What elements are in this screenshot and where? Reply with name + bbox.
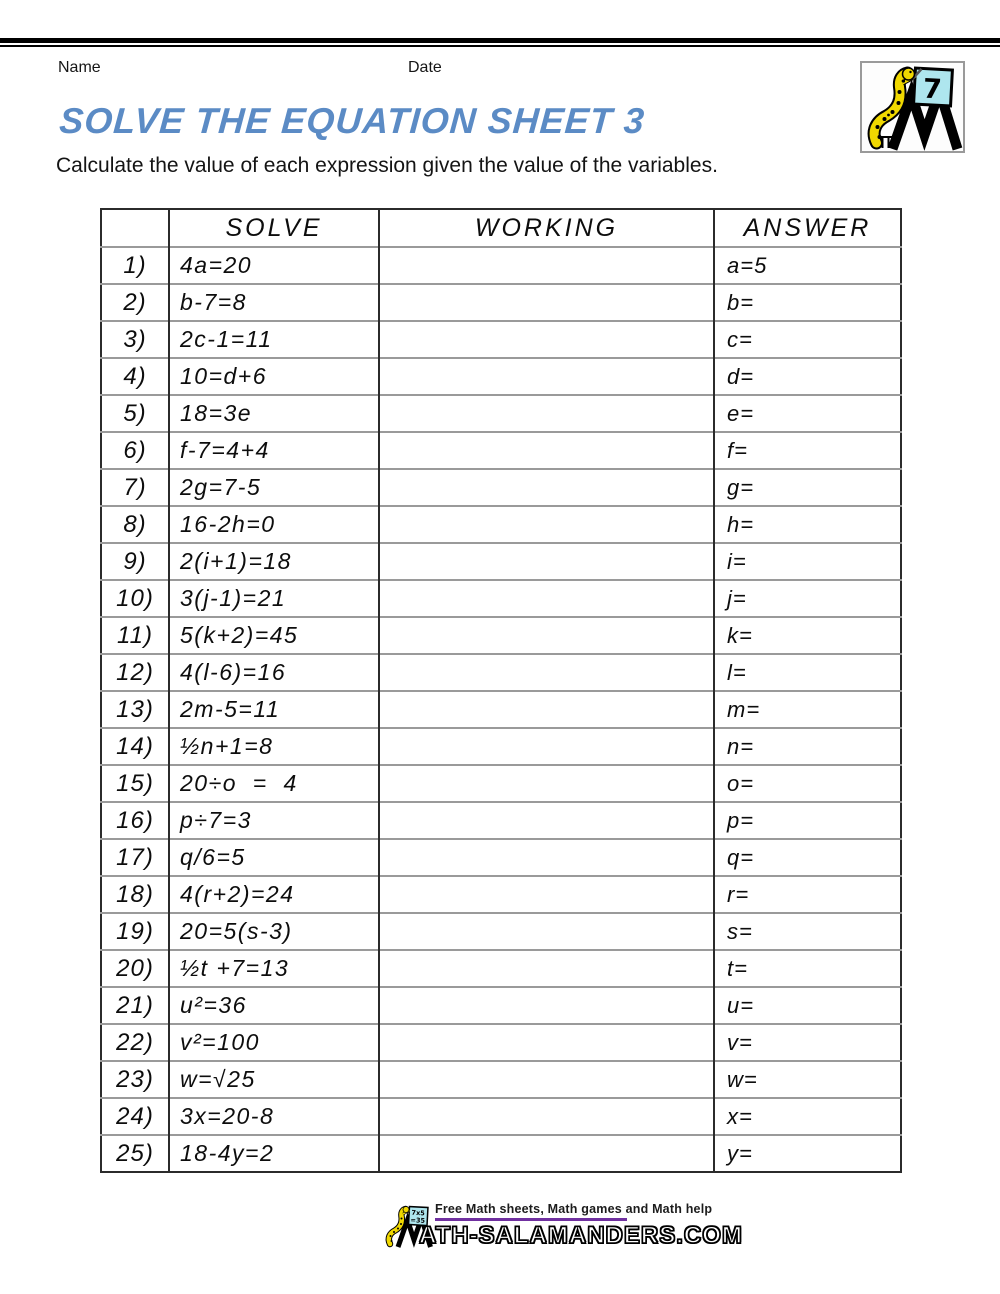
solve-cell: 2c-1=11 [169, 321, 379, 358]
answer-cell: l= [714, 654, 901, 691]
row-number: 13) [101, 691, 169, 728]
working-cell [379, 395, 714, 432]
row-number: 11) [101, 617, 169, 654]
answer-cell: w= [714, 1061, 901, 1098]
solve-cell: 4a=20 [169, 247, 379, 284]
working-cell [379, 543, 714, 580]
col-header-working: WORKING [379, 209, 714, 247]
table-row [101, 654, 901, 691]
answer-cell: s= [714, 913, 901, 950]
solve-cell: ½n+1=8 [169, 728, 379, 765]
row-number: 9) [101, 543, 169, 580]
row-number: 17) [101, 839, 169, 876]
row-number: 20) [101, 950, 169, 987]
solve-cell: 2g=7-5 [169, 469, 379, 506]
solve-cell: b-7=8 [169, 284, 379, 321]
table-row [101, 950, 901, 987]
working-cell [379, 247, 714, 284]
date-label: Date [408, 59, 442, 76]
solve-cell: 20÷o = 4 [169, 765, 379, 802]
solve-cell: 3x=20-8 [169, 1098, 379, 1135]
solve-cell: f-7=4+4 [169, 432, 379, 469]
table-row [101, 765, 901, 802]
table-row [101, 913, 901, 950]
row-number: 14) [101, 728, 169, 765]
row-number: 16) [101, 802, 169, 839]
solve-cell: p÷7=3 [169, 802, 379, 839]
working-cell [379, 506, 714, 543]
answer-cell: e= [714, 395, 901, 432]
row-number: 12) [101, 654, 169, 691]
solve-cell: ½t +7=13 [169, 950, 379, 987]
answer-cell: m= [714, 691, 901, 728]
table-row [101, 691, 901, 728]
solve-cell: 20=5(s-3) [169, 913, 379, 950]
row-number: 18) [101, 876, 169, 913]
header-row [101, 209, 901, 247]
table-row [101, 580, 901, 617]
solve-cell: q/6=5 [169, 839, 379, 876]
name-label: Name [58, 59, 101, 76]
table-row [101, 506, 901, 543]
row-number: 24) [101, 1098, 169, 1135]
table-row [101, 1024, 901, 1061]
mini-board-line2: =35 [410, 1216, 426, 1225]
solve-cell: 10=d+6 [169, 358, 379, 395]
answer-cell: h= [714, 506, 901, 543]
working-cell [379, 691, 714, 728]
solve-cell: 2m-5=11 [169, 691, 379, 728]
solve-cell: 4(l-6)=16 [169, 654, 379, 691]
table-row [101, 1061, 901, 1098]
col-header-answer: ANSWER [714, 209, 901, 247]
answer-cell: c= [714, 321, 901, 358]
working-cell [379, 876, 714, 913]
answer-cell: i= [714, 543, 901, 580]
answer-cell: q= [714, 839, 901, 876]
working-cell [379, 728, 714, 765]
grade-number: 7 [922, 73, 943, 106]
row-number: 7) [101, 469, 169, 506]
page-title: SOLVE THE EQUATION SHEET 3 [58, 100, 647, 141]
solve-cell: 18-4y=2 [169, 1135, 379, 1172]
row-number: 6) [101, 432, 169, 469]
row-number: 3) [101, 321, 169, 358]
table-row [101, 284, 901, 321]
table-row [101, 1098, 901, 1135]
answer-cell: n= [714, 728, 901, 765]
answer-cell: g= [714, 469, 901, 506]
answer-cell: k= [714, 617, 901, 654]
table-row [101, 802, 901, 839]
table-row [101, 1135, 901, 1172]
answer-cell: v= [714, 1024, 901, 1061]
working-cell [379, 358, 714, 395]
answer-cell: u= [714, 987, 901, 1024]
working-cell [379, 1024, 714, 1061]
working-cell [379, 913, 714, 950]
footer-site-text: ATH-SALAMANDERS.COM [419, 1222, 743, 1249]
row-number: 22) [101, 1024, 169, 1061]
working-cell [379, 654, 714, 691]
table-row [101, 469, 901, 506]
working-cell [379, 839, 714, 876]
solve-cell: 18=3e [169, 395, 379, 432]
working-cell [379, 617, 714, 654]
solve-cell: 16-2h=0 [169, 506, 379, 543]
answer-cell: a=5 [714, 247, 901, 284]
row-number: 21) [101, 987, 169, 1024]
table-row [101, 321, 901, 358]
answer-cell: f= [714, 432, 901, 469]
col-header-number [101, 209, 169, 247]
working-cell [379, 987, 714, 1024]
answer-cell: t= [714, 950, 901, 987]
table-row [101, 432, 901, 469]
footer-divider [435, 1218, 627, 1221]
table-row [101, 876, 901, 913]
table-row [101, 987, 901, 1024]
answer-cell: j= [714, 580, 901, 617]
solve-cell: w=√25 [169, 1061, 379, 1098]
table-row [101, 728, 901, 765]
site-logo [860, 61, 965, 153]
footer [383, 1202, 743, 1250]
solve-cell: u²=36 [169, 987, 379, 1024]
row-number: 23) [101, 1061, 169, 1098]
worksheet-table [100, 208, 902, 1173]
table-row [101, 617, 901, 654]
row-number: 15) [101, 765, 169, 802]
table-row [101, 358, 901, 395]
working-cell [379, 1098, 714, 1135]
instruction-text: Calculate the value of each expression given the value of the variables. [56, 154, 718, 177]
row-number: 8) [101, 506, 169, 543]
col-header-solve: SOLVE [169, 209, 379, 247]
answer-cell: y= [714, 1135, 901, 1172]
answer-cell: x= [714, 1098, 901, 1135]
working-cell [379, 1135, 714, 1172]
row-number: 4) [101, 358, 169, 395]
working-cell [379, 1061, 714, 1098]
solve-cell: 3(j-1)=21 [169, 580, 379, 617]
table-row [101, 543, 901, 580]
answer-cell: b= [714, 284, 901, 321]
footer-tagline: Free Math sheets, Math games and Math help [435, 1202, 713, 1216]
solve-cell: 2(i+1)=18 [169, 543, 379, 580]
table-row [101, 839, 901, 876]
row-number: 10) [101, 580, 169, 617]
grade-card [914, 68, 953, 106]
working-cell [379, 432, 714, 469]
solve-cell: 5(k+2)=45 [169, 617, 379, 654]
row-number: 5) [101, 395, 169, 432]
working-cell [379, 950, 714, 987]
answer-cell: p= [714, 802, 901, 839]
solve-cell: v²=100 [169, 1024, 379, 1061]
mini-board-line1: 7x5 [411, 1208, 425, 1218]
working-cell [379, 469, 714, 506]
working-cell [379, 321, 714, 358]
answer-cell: o= [714, 765, 901, 802]
working-cell [379, 284, 714, 321]
answer-cell: d= [714, 358, 901, 395]
row-number: 1) [101, 247, 169, 284]
row-number: 2) [101, 284, 169, 321]
row-number: 25) [101, 1135, 169, 1172]
salamander-logo-icon [862, 63, 963, 151]
table-row [101, 247, 901, 284]
working-cell [379, 802, 714, 839]
solve-cell: 4(r+2)=24 [169, 876, 379, 913]
working-cell [379, 765, 714, 802]
row-number: 19) [101, 913, 169, 950]
working-cell [379, 580, 714, 617]
answer-cell: r= [714, 876, 901, 913]
top-double-rule [0, 38, 1000, 47]
table-row [101, 395, 901, 432]
